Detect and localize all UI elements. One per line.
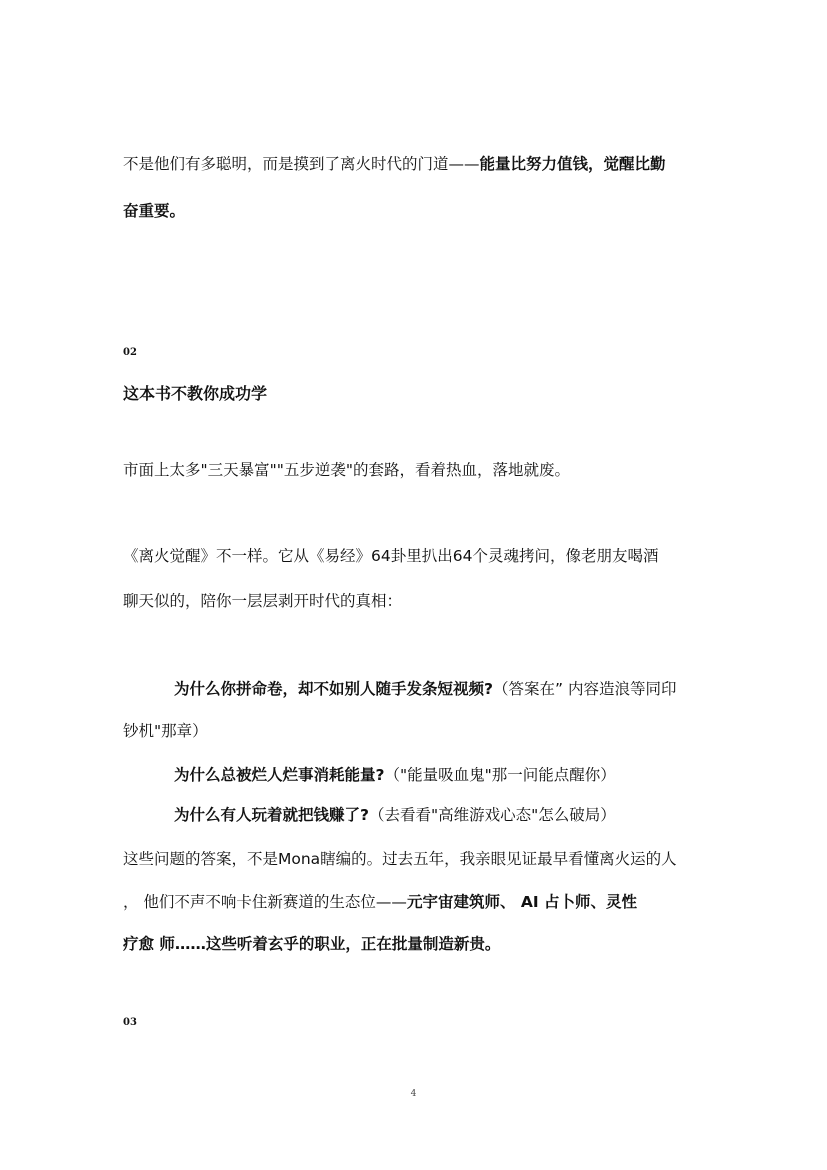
bold-text-run: 元宇宙建筑师、 AI 占卜师、灵性	[406, 893, 637, 911]
bold-text-run: 为什么总被烂人烂事消耗能量?	[174, 766, 385, 784]
text-run: 不是他们有多聪明，而是摸到了离火时代的门道——	[123, 155, 480, 173]
section-number: 03	[123, 1017, 137, 1028]
question-line: 钞机"那章）	[123, 722, 208, 740]
bold-text-run: 为什么有人玩着就把钱赚了?	[174, 806, 369, 824]
section-number: 02	[123, 347, 137, 358]
section-heading: 这本书不教你成功学	[123, 384, 268, 403]
text-run: （去看看"高维游戏心态"怎么破局）	[369, 806, 616, 824]
question-line	[174, 678, 676, 700]
bold-text-run: 能量比努力值钱，觉醒比勤	[479, 155, 666, 173]
bold-text-run: 为什么你拼命卷，却不如别人随手发条短视频?	[174, 680, 493, 698]
question-line	[174, 764, 616, 786]
paragraph-line: 这些问题的答案，不是Mona瞎编的。过去五年，我亲眼见证最早看懂离火运的人	[123, 850, 677, 868]
paragraph-line	[123, 891, 637, 913]
question-line	[174, 804, 616, 826]
paragraph-line	[123, 933, 500, 955]
paragraph-line: 《离火觉醒》不一样。它从《易经》64卦里扒出64个灵魂拷问，像老朋友喝酒	[123, 547, 659, 565]
paragraph-line	[123, 153, 666, 175]
text-run: ， 他们不声不响卡住新赛道的生态位——	[123, 893, 407, 911]
bold-text-run: 疗愈 师……这些听着玄乎的职业，正在批量制造新贵。	[123, 935, 501, 953]
bold-text-run: 奋重要。	[123, 202, 186, 220]
page-number: 4	[410, 1089, 417, 1099]
paragraph-line: 市面上太多"三天暴富""五步逆袭"的套路，看着热血，落地就废。	[123, 461, 571, 479]
text-run: （答案在” 内容造浪等同印	[493, 680, 677, 698]
text-run: （"能量吸血鬼"那一问能点醒你）	[384, 766, 616, 784]
paragraph-line: 聊天似的，陪你一层层剥开时代的真相：	[123, 592, 403, 610]
paragraph-line	[123, 200, 185, 222]
